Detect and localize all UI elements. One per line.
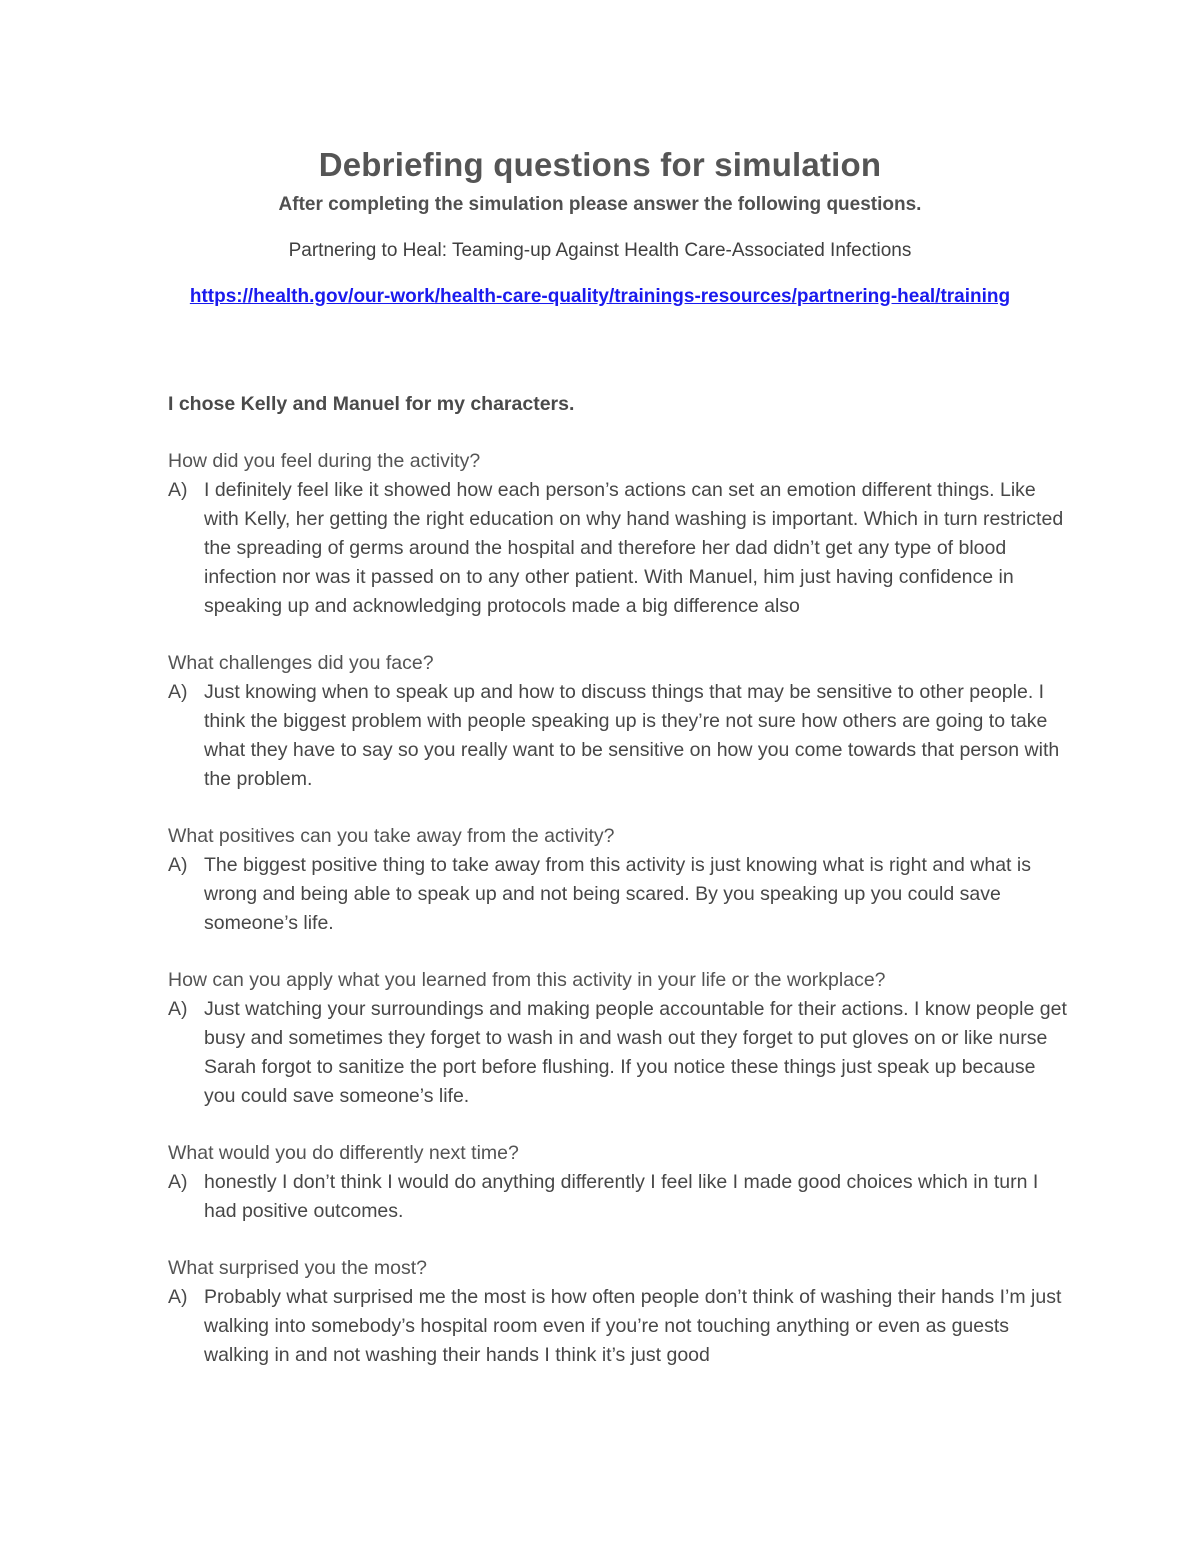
answer-body: Just knowing when to speak up and how to discuss things that may be sensitive to other people. I think the biggest problem with people speaking up is they’re not sure how others are going to take what they have to say so you really want to be sensitive on how you come towards that person with the problem. bbox=[204, 681, 1060, 790]
answer-marker: A) bbox=[168, 1171, 188, 1193]
question-text: What positives can you take away from the activity? bbox=[168, 825, 615, 847]
answer-text bbox=[168, 851, 1068, 938]
answer-body: I definitely feel like it showed how each person’s actions can set an emotion different things. Like with Kelly, her getting the right education on why hand washing is important. Which in turn restricted the spreading of germs around the hospital and therefore her dad didn’t get any type of blood infection nor was it passed on to any other patient. With Manuel, him just having confidence in speaking up and acknowledging protocols made a big difference also bbox=[204, 479, 1064, 617]
program-name: Partnering to Heal: Teaming-up Against Health Care-Associated Infections bbox=[288, 240, 912, 261]
document-body bbox=[168, 390, 1068, 1398]
answer-marker: A) bbox=[168, 998, 188, 1020]
answer-body: The biggest positive thing to take away from this activity is just knowing what is right and what is wrong and being able to speak up and not being scared. By you speaking up you could save someone’s life. bbox=[204, 854, 1031, 934]
question-text: What challenges did you face? bbox=[168, 652, 434, 674]
answer-body: Just watching your surroundings and making people accountable for their actions. I know people get busy and sometimes they forget to wash in and wash out they forget to put gloves on or like nurse Sarah forgot to sanitize the port before flushing. If you notice these things just speak up because you could save someone’s life. bbox=[204, 998, 1067, 1107]
answer-text bbox=[168, 995, 1068, 1111]
qa-item bbox=[168, 649, 1068, 794]
answer-text bbox=[168, 1168, 1068, 1226]
answer-text bbox=[168, 476, 1068, 621]
answer-marker: A) bbox=[168, 681, 188, 703]
answer-marker: A) bbox=[168, 1286, 188, 1308]
intro-statement: I chose Kelly and Manuel for my characters. bbox=[168, 393, 575, 415]
question-text: How can you apply what you learned from this activity in your life or the workplace? bbox=[168, 969, 886, 991]
answer-text bbox=[168, 1283, 1068, 1370]
qa-item bbox=[168, 1254, 1068, 1370]
answer-body: honestly I don’t think I would do anything differently I feel like I made good choices which in turn I had positive outcomes. bbox=[204, 1171, 1039, 1222]
question-text: What surprised you the most? bbox=[168, 1257, 428, 1279]
document-subtitle: After completing the simulation please answer the following questions. bbox=[278, 194, 922, 215]
question-text: How did you feel during the activity? bbox=[168, 450, 481, 472]
qa-item bbox=[168, 1139, 1068, 1226]
answer-marker: A) bbox=[168, 854, 188, 876]
answer-text bbox=[168, 678, 1068, 794]
training-link[interactable]: https://health.gov/our-work/health-care-quality/trainings-resources/partnering-heal/training bbox=[189, 286, 1011, 307]
answer-body: Probably what surprised me the most is how often people don’t think of washing their hands I’m just walking into somebody’s hospital room even if you’re not touching anything or even as guests walking in and not washing their hands I think it’s just good bbox=[204, 1286, 1062, 1366]
document-title: Debriefing questions for simulation bbox=[318, 146, 882, 183]
answer-marker: A) bbox=[168, 479, 188, 501]
question-text: What would you do differently next time? bbox=[168, 1142, 519, 1164]
qa-item bbox=[168, 447, 1068, 621]
qa-item bbox=[168, 966, 1068, 1111]
qa-item bbox=[168, 822, 1068, 938]
